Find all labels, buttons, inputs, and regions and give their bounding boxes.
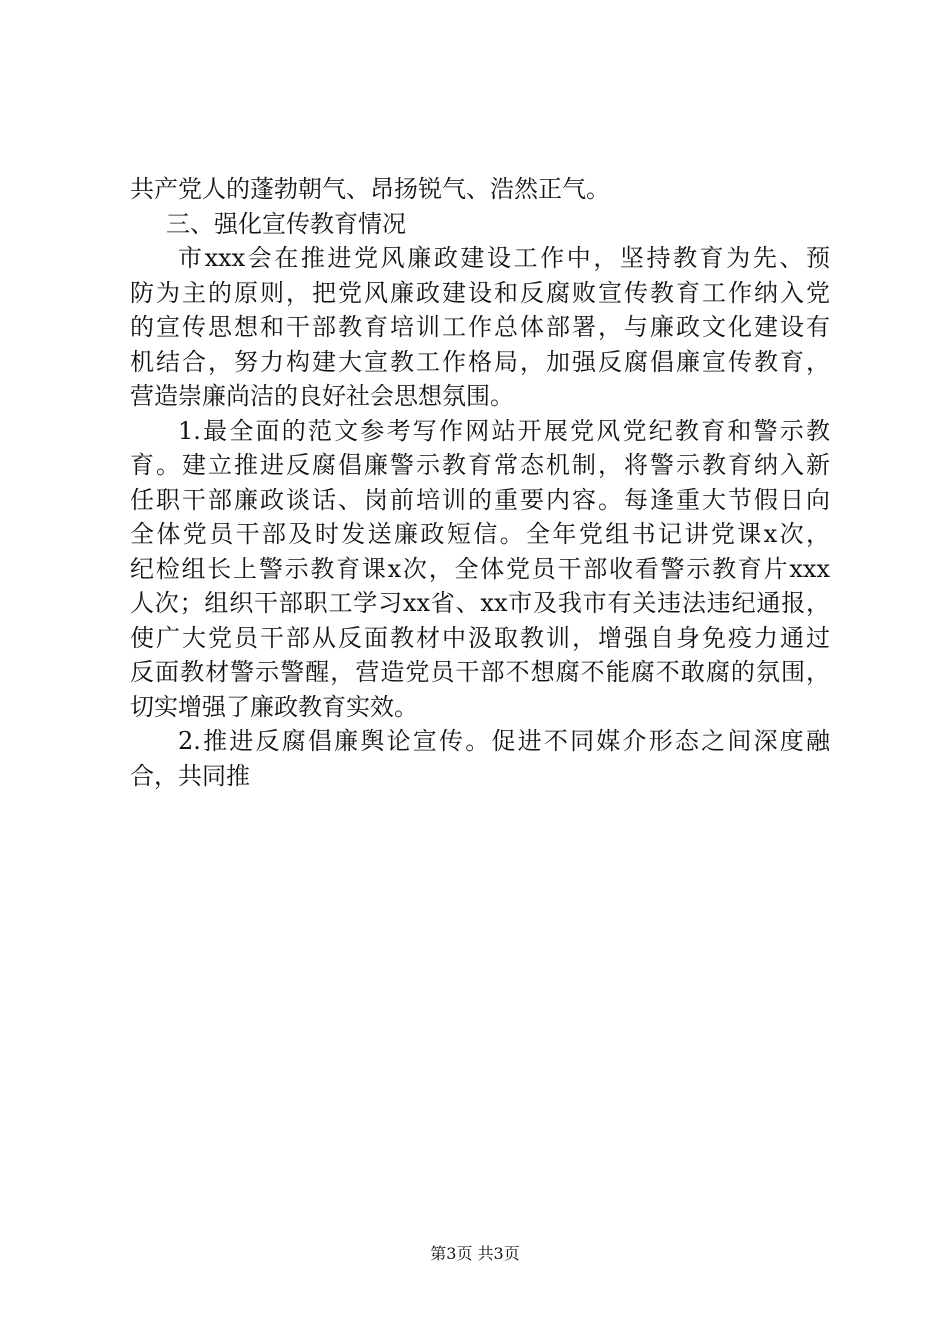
- paragraph-line: 人次；组织干部职工学习xx省、xx市及我市有关违法违纪通报，: [130, 589, 830, 617]
- paragraph-line: 2.推进反腐倡廉舆论宣传。促进不同媒介形态之间深度融: [178, 727, 830, 755]
- section-heading: 三、强化宣传教育情况: [166, 209, 406, 238]
- paragraph-line: 全体党员干部及时发送廉政短信。全年党组书记讲党课x次，: [130, 520, 830, 548]
- paragraph-line: 使广大党员干部从反面教材中汲取教训，增强自身免疫力通过: [130, 623, 830, 652]
- paragraph-line: 反面教材警示警醒，营造党员干部不想腐不能腐不敢腐的氛围，: [130, 658, 830, 686]
- paragraph-line: 市xxx会在推进党风廉政建设工作中，坚持教育为先、预: [178, 244, 830, 272]
- paragraph-line: 1.最全面的范文参考写作网站开展党风党纪教育和警示教: [178, 416, 830, 445]
- paragraph-line: 机结合，努力构建大宣教工作格局，加强反腐倡廉宣传教育，: [130, 347, 830, 376]
- paragraph-line: 共产党人的蓬勃朝气、昂扬锐气、浩然正气。: [130, 175, 610, 203]
- paragraph-line: 育。建立推进反腐倡廉警示教育常态机制，将警示教育纳入新: [130, 451, 830, 479]
- paragraph-line: 的宣传思想和干部教育培训工作总体部署，与廉政文化建设有: [130, 313, 830, 341]
- document-body: [130, 172, 830, 793]
- page-footer: 第3页 共3页: [430, 1244, 520, 1263]
- paragraph-line: 任职干部廉政谈话、岗前培训的重要内容。每逢重大节假日向: [130, 485, 830, 514]
- paragraph-line: 切实增强了廉政教育实效。: [130, 692, 418, 721]
- paragraph-line: 营造崇廉尚洁的良好社会思想氛围。: [130, 382, 514, 410]
- paragraph-line: 防为主的原则，把党风廉政建设和反腐败宣传教育工作纳入党: [130, 278, 830, 307]
- paragraph-line: 纪检组长上警示教育课x次，全体党员干部收看警示教育片xxx: [130, 554, 830, 583]
- paragraph-line: 合，共同推: [130, 761, 250, 790]
